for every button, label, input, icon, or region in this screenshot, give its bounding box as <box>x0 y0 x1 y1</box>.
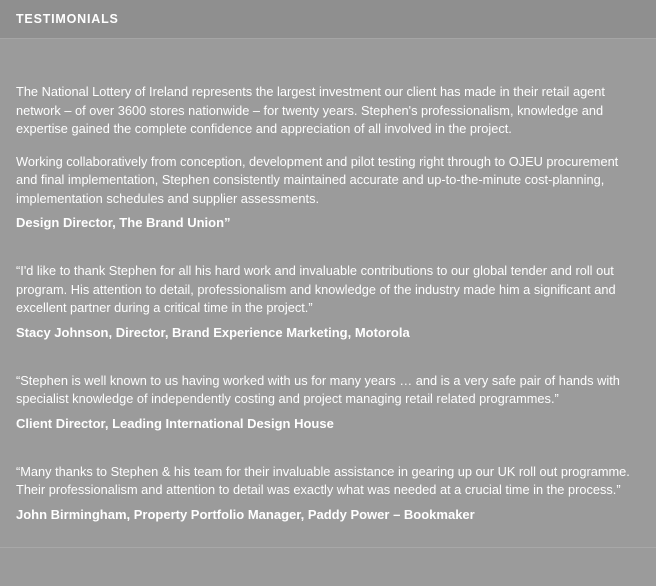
testimonial-paragraph: The National Lottery of Ireland represents the largest investment our client has made in their retail agent network – of over 3600 stores nationwide – for twenty years. Stephen's professionalism, knowledge and expertise gained the complete confidence and appreciation of all involved in the project. <box>16 84 605 136</box>
testimonial-item <box>16 463 630 524</box>
testimonial-attribution: Client Director, Leading International Design House <box>16 415 334 431</box>
page-header <box>0 0 656 39</box>
testimonial-item <box>16 83 630 232</box>
testimonial-paragraph: “Stephen is well known to us having worked with us for many years … and is a very safe pair of hands with specialist knowledge of independently costing and project managing retail related programmes.” <box>16 372 620 406</box>
testimonial-attribution: John Birmingham, Property Portfolio Manager, Paddy Power – Bookmaker <box>16 506 475 522</box>
page-footer <box>0 548 656 586</box>
testimonial-attribution: Stacy Johnson, Director, Brand Experience Marketing, Motorola <box>16 324 410 340</box>
testimonial-paragraph: Working collaboratively from conception, development and pilot testing right through to OJEU procurement and final implementation, Stephen consistently maintained accurate and up-to-the-minute cost-planning, implementation schedules and supplier assessments. <box>16 153 619 206</box>
testimonial-item <box>16 262 630 342</box>
testimonial-paragraph: “I'd like to thank Stephen for all his hard work and invaluable contributions to our global tender and roll out program. His attention to detail, professionalism and knowledge of the industry made him a significant and excellent partner during a critical time in the project.” <box>16 263 616 315</box>
testimonials-content <box>0 38 656 554</box>
testimonial-paragraph: “Many thanks to Stephen & his team for their invaluable assistance in gearing up our UK roll out programme. Their professionalism and attention to detail was exactly what was needed at a crucial time in the process.” <box>16 463 630 497</box>
page-title: TESTIMONIALS <box>16 12 119 26</box>
testimonial-attribution: Design Director, The Brand Union” <box>16 215 231 230</box>
testimonial-item <box>16 372 630 433</box>
